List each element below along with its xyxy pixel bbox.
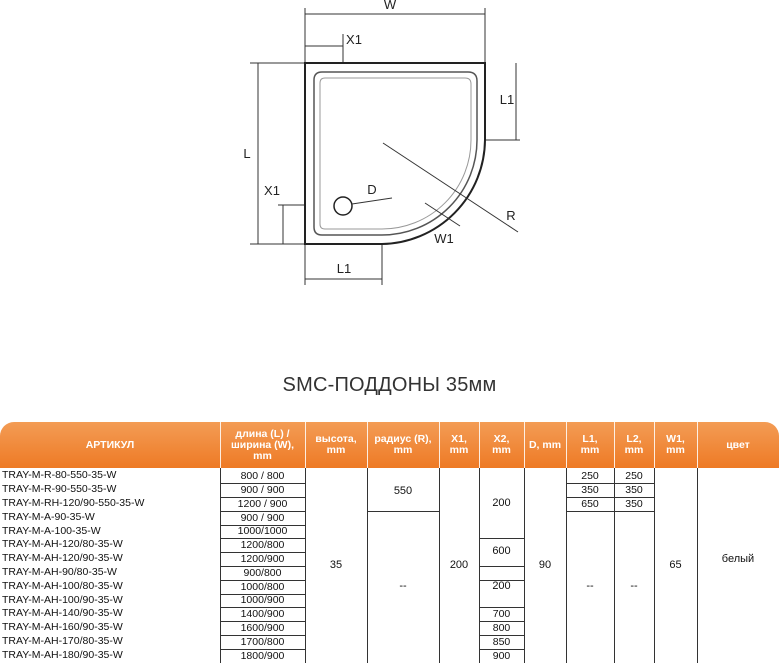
sku-cell: TRAY-M-A-100-35-W — [2, 525, 101, 537]
height-value: 35 — [329, 559, 343, 571]
tray-drawing — [0, 0, 779, 300]
x2-value: 700 — [492, 608, 511, 620]
sku-cell: TRAY-M-AH-100/80-35-W — [2, 580, 123, 592]
l2-value: 250 — [625, 470, 643, 482]
d-value: 90 — [538, 559, 552, 571]
sku-cell: TRAY-M-A-90-35-W — [2, 511, 95, 523]
size-cell: 1700/800 — [240, 636, 285, 648]
sku-cell: TRAY-M-AH-170/80-35-W — [2, 635, 123, 647]
spec-table — [0, 422, 779, 663]
sku-cell: TRAY-M-R-80-550-35-W — [2, 469, 117, 481]
radius-rest-value: -- — [399, 580, 407, 592]
l1-value: 250 — [581, 470, 599, 482]
drain-circle — [334, 197, 352, 215]
header-d: D, mm — [528, 438, 562, 451]
header-x1: X1, mm — [449, 433, 469, 456]
size-cell: 1000/1000 — [237, 525, 288, 537]
x2-value: 200 — [492, 497, 511, 509]
size-cell: 1200 / 900 — [237, 498, 288, 510]
l2-rest-value: -- — [630, 580, 638, 592]
size-cell: 1600/900 — [240, 622, 285, 634]
page-title: SMC-ПОДДОНЫ 35мм — [282, 374, 497, 396]
l2-value: 350 — [625, 498, 643, 510]
sku-cell: TRAY-M-RH-120/90-550-35-W — [2, 497, 145, 509]
x2-value: 200 — [492, 580, 511, 592]
label-l1-bottom: L1 — [336, 261, 352, 276]
w1-value: 65 — [669, 559, 682, 571]
size-cell: 1200/800 — [240, 539, 285, 551]
header-l2: L2, mm — [624, 433, 644, 456]
x2-value: 600 — [492, 545, 511, 557]
header-size: длина (L) / ширина (W), mm — [231, 427, 294, 462]
label-w1: W1 — [434, 231, 454, 246]
label-x1-top: X1 — [346, 32, 362, 47]
x2-value: 800 — [492, 622, 511, 634]
size-cell: 1800/900 — [240, 650, 285, 662]
sku-cell: TRAY-M-AH-140/90-35-W — [2, 607, 123, 619]
header-w1: W1, mm — [666, 433, 685, 456]
sku-cell: TRAY-M-AH-100/90-35-W — [2, 594, 123, 606]
sku-cell: TRAY-M-R-90-550-35-W — [2, 483, 117, 495]
size-cell: 1000/900 — [240, 594, 285, 606]
size-cell: 1400/900 — [240, 608, 285, 620]
label-x1-left: X1 — [264, 183, 280, 198]
radius-value: 550 — [393, 485, 413, 497]
header-color: цвет — [726, 438, 750, 451]
l2-value: 350 — [625, 484, 643, 496]
sku-cell: TRAY-M-AH-160/90-35-W — [2, 621, 123, 633]
tray-outline — [305, 63, 485, 244]
l1-rest-value: -- — [586, 580, 594, 592]
color-value: белый — [721, 553, 755, 565]
label-r: R — [506, 208, 516, 223]
label-l1-right: L1 — [499, 92, 515, 107]
x1-value: 200 — [449, 559, 469, 571]
sku-cell: TRAY-M-AH-120/90-35-W — [2, 552, 123, 564]
size-cell: 900 / 900 — [240, 512, 285, 524]
label-d: D — [367, 182, 377, 197]
sku-cell: TRAY-M-AH-120/80-35-W — [2, 538, 123, 550]
size-cell: 900 / 900 — [240, 484, 285, 496]
x2-value: 900 — [492, 650, 511, 662]
size-cell: 1000/800 — [240, 581, 285, 593]
label-w: W — [383, 0, 397, 12]
sku-cell: TRAY-M-AH-90/80-35-W — [2, 566, 117, 578]
x2-value: 850 — [492, 636, 511, 648]
header-x2: X2, mm — [492, 433, 511, 456]
size-cell: 800 / 800 — [240, 470, 285, 482]
header-sku: АРТИКУЛ — [85, 438, 135, 451]
l1-value: 650 — [581, 498, 599, 510]
size-cell: 1200/900 — [240, 553, 285, 565]
header-radius: радиус (R), mm — [374, 433, 432, 456]
header-l1: L1, mm — [580, 433, 600, 456]
l1-value: 350 — [581, 484, 599, 496]
sku-cell: TRAY-M-AH-180/90-35-W — [2, 649, 123, 661]
label-l: L — [243, 146, 251, 161]
header-height: высота, mm — [315, 433, 357, 456]
size-cell: 900/800 — [243, 567, 282, 579]
